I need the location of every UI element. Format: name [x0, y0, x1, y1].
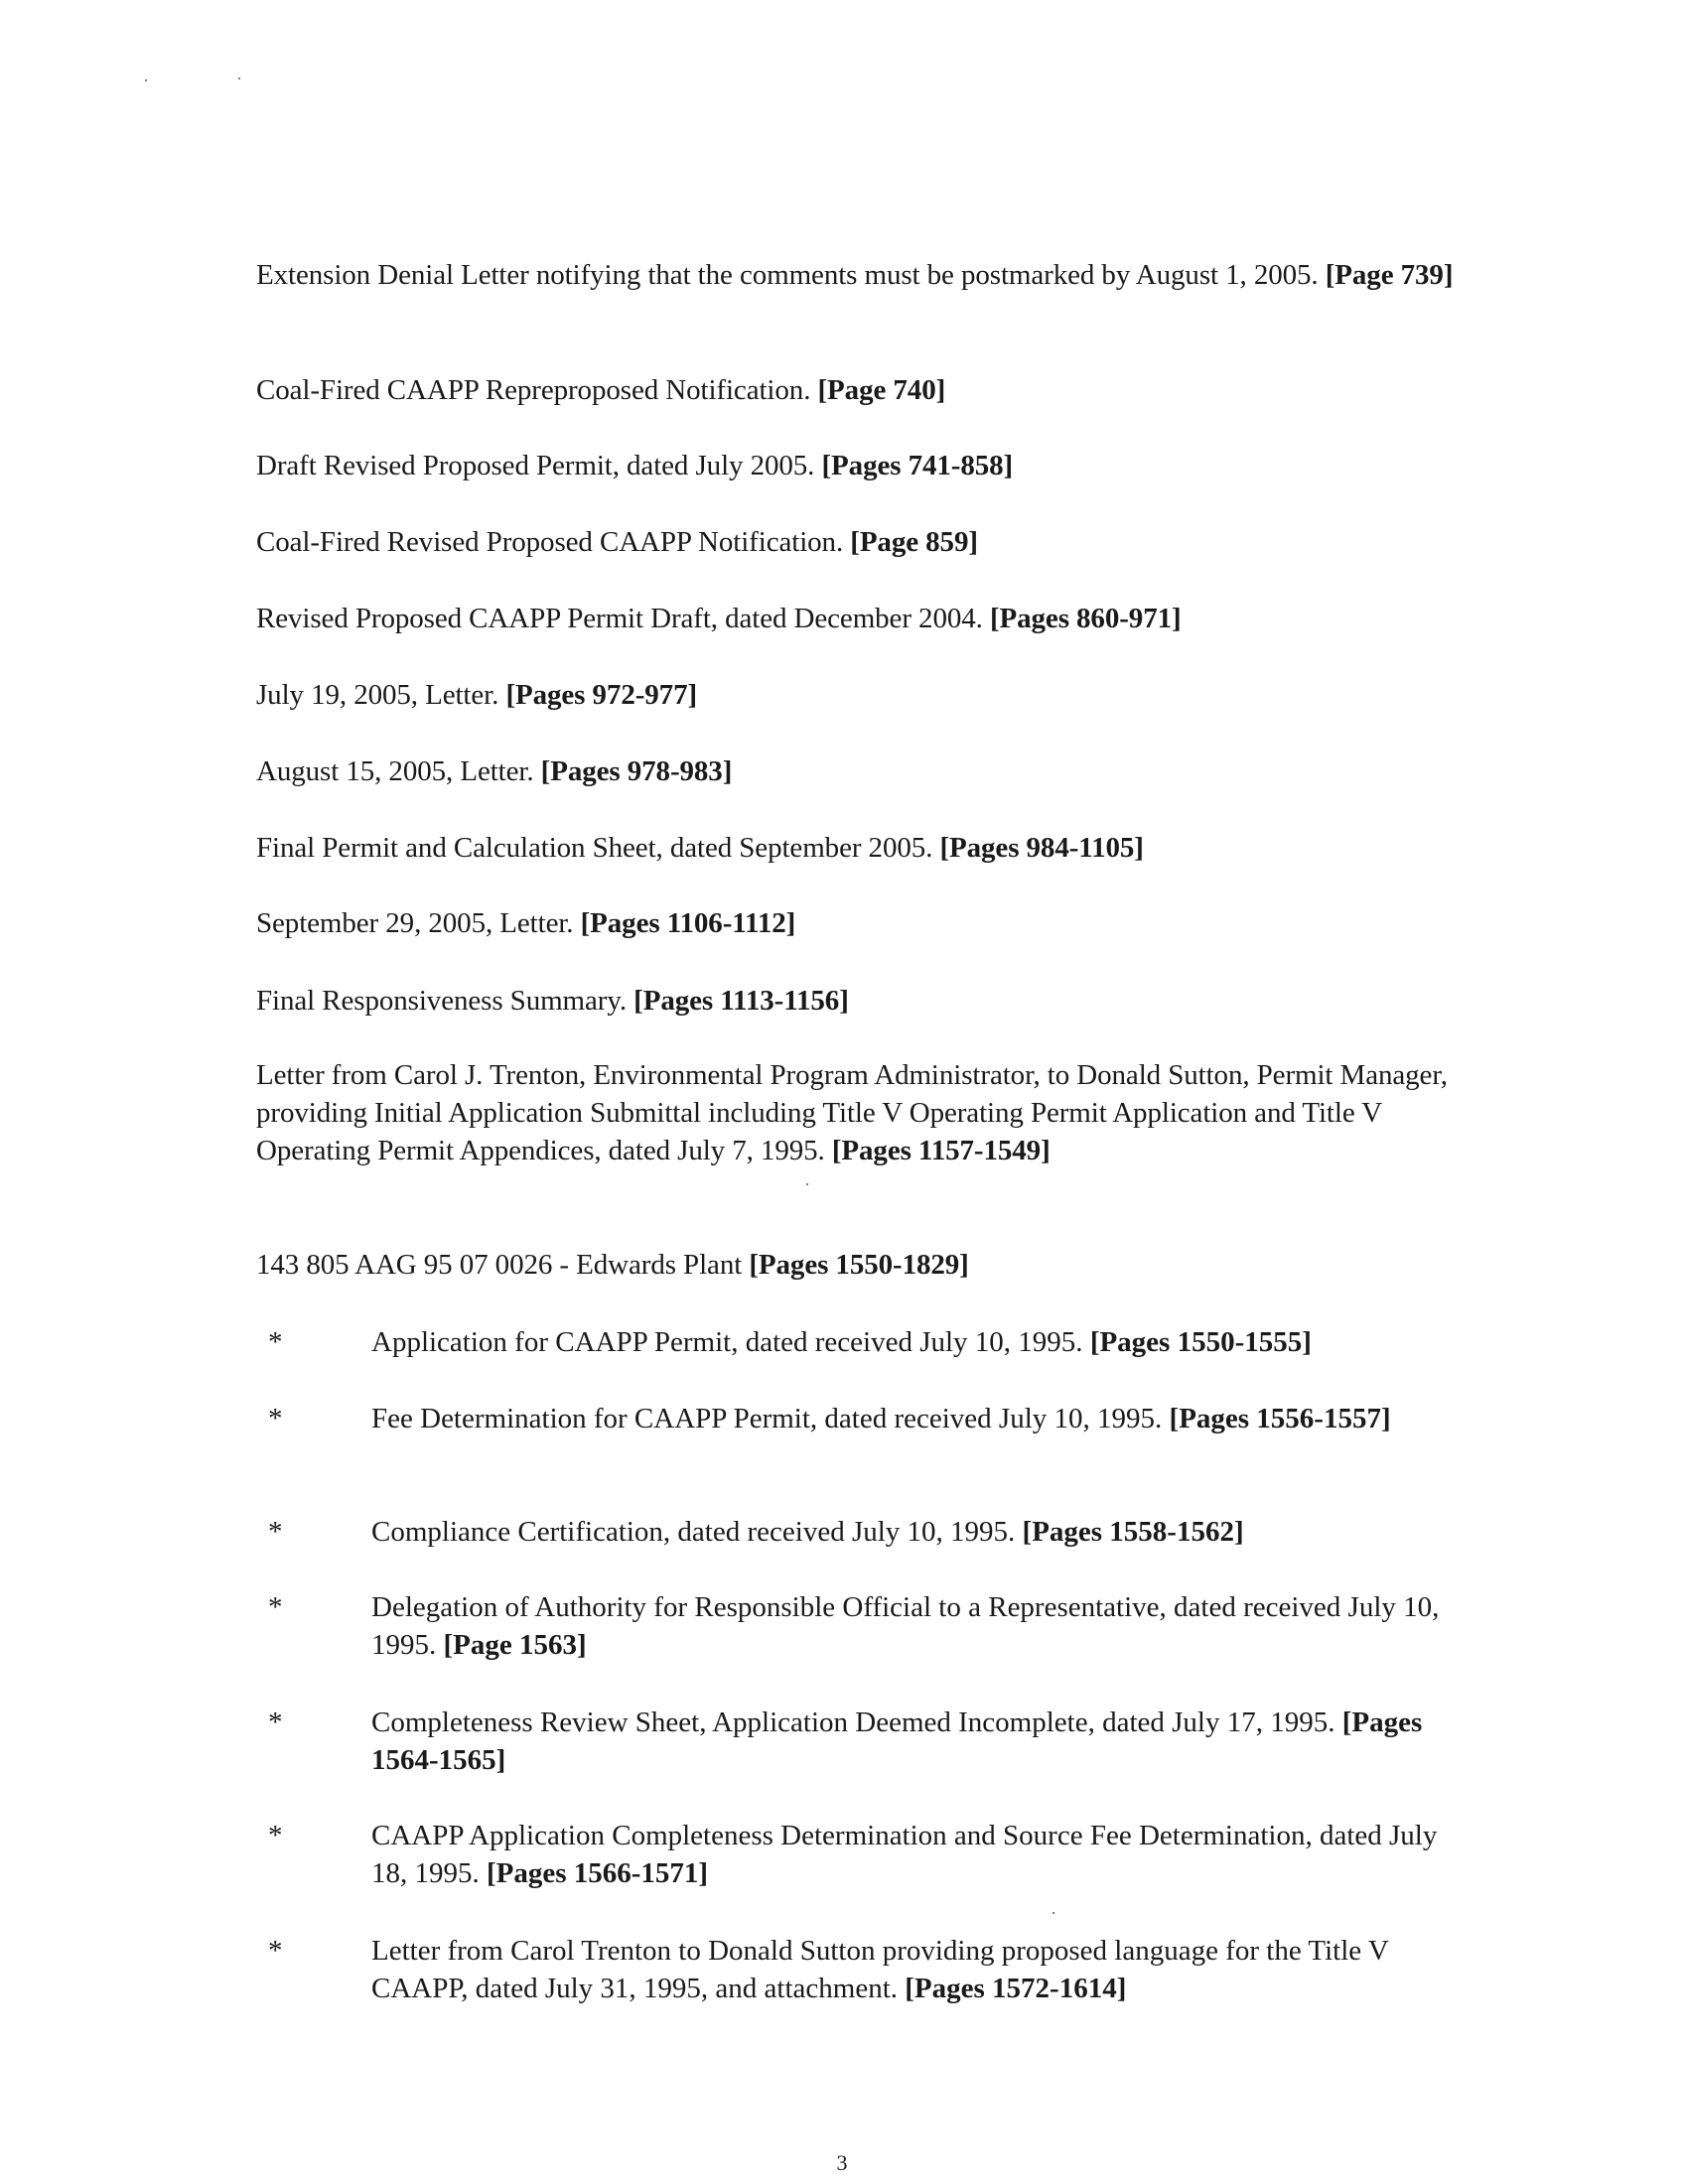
page-reference: [Page 859] — [850, 526, 978, 558]
entry-text: 143 805 AAG 95 07 0026 - Edwards Plant — [256, 1249, 743, 1281]
page-reference: [Pages 1550-1555] — [1089, 1326, 1312, 1358]
sub-entry-text — [371, 1323, 1454, 1361]
record-entry — [256, 982, 1458, 1020]
record-entry — [256, 371, 1458, 409]
page-reference: [Pages 1572-1614] — [905, 1973, 1127, 2004]
entry-text: Extension Denial Letter notifying that the comments must be postmarked by August 1, 2005. — [256, 259, 1319, 291]
entry-text: Draft Revised Proposed Permit, dated July 2005. — [256, 450, 815, 481]
page-number: 3 — [836, 2150, 848, 2175]
page-reference: [Pages 1550-1829] — [749, 1249, 969, 1281]
sub-entry-text — [371, 1817, 1454, 1892]
entry-text: Application for CAAPP Permit, dated received July 10, 1995. — [371, 1326, 1083, 1358]
scan-speck — [1052, 1912, 1054, 1914]
entry-text: Final Responsiveness Summary. — [256, 985, 628, 1017]
record-entry — [256, 676, 1458, 714]
entry-text: Letter from Carol J. Trenton, Environmental Program Administrator, to Donald Sutton, Permit Manager, providing Initial Application Submittal including Title V Operating Permit Application and Title V Operating Permit Appendices, dated July 7, 1995. — [256, 1059, 1448, 1166]
page-reference: [Pages 1556-1557] — [1169, 1403, 1391, 1434]
entry-text: Coal-Fired Revised Proposed CAAPP Notification. — [256, 526, 844, 558]
scan-speck — [806, 1183, 808, 1185]
record-entry — [256, 1246, 1458, 1284]
scan-speck — [238, 77, 240, 79]
entry-text: Delegation of Authority for Responsible Official to a Representative, dated received July 10, 1995. — [371, 1591, 1440, 1661]
page-reference: [Pages 1113-1156] — [633, 985, 849, 1017]
entry-text: Fee Determination for CAAPP Permit, dated received July 10, 1995. — [371, 1403, 1163, 1434]
page-reference: [Page 1563] — [443, 1629, 587, 1661]
entry-text: Letter from Carol Trenton to Donald Sutton providing proposed language for the Title V CAAPP, dated July 31, 1995, and attachment. — [371, 1935, 1389, 2004]
sub-entry-text — [371, 1513, 1454, 1551]
bullet-marker: * — [268, 1516, 283, 1548]
page-reference: [Pages 1566-1571] — [487, 1857, 709, 1889]
page-reference: [Pages 972-977] — [505, 679, 698, 711]
entry-text: Coal-Fired CAAPP Repreproposed Notification. — [256, 374, 811, 406]
entry-text: Compliance Certification, dated received July 10, 1995. — [371, 1516, 1016, 1548]
entry-text: Completeness Review Sheet, Application Deemed Incomplete, dated July 17, 1995. — [371, 1706, 1335, 1738]
record-entry — [256, 829, 1458, 867]
page-reference: [Pages 741-858] — [821, 450, 1014, 481]
page-reference: [Pages 1564-1565] — [371, 1706, 1423, 1776]
bullet-marker: * — [268, 1403, 283, 1434]
page-reference: [Pages 860-971] — [989, 603, 1182, 634]
page-reference: [Page 740] — [817, 374, 946, 406]
record-entry — [256, 523, 1458, 561]
bullet-marker: * — [268, 1820, 283, 1851]
record-entry — [256, 256, 1458, 294]
sub-entry-text — [371, 1932, 1454, 2007]
sub-entry-text — [371, 1400, 1454, 1437]
page-reference: [Page 739] — [1325, 259, 1454, 291]
record-entry — [256, 600, 1458, 637]
entry-text: Final Permit and Calculation Sheet, dated September 2005. — [256, 832, 933, 864]
bullet-marker: * — [268, 1326, 283, 1358]
entry-text: August 15, 2005, Letter. — [256, 755, 534, 787]
page-reference: [Pages 984-1105] — [939, 832, 1144, 864]
record-entry — [256, 447, 1458, 484]
record-entry — [256, 904, 1458, 942]
page-reference: [Pages 978-983] — [540, 755, 733, 787]
bullet-marker: * — [268, 1935, 283, 1967]
scan-speck — [145, 79, 147, 81]
page-reference: [Pages 1157-1549] — [831, 1135, 1051, 1166]
record-entry — [256, 1056, 1458, 1169]
sub-entry-text — [371, 1704, 1454, 1779]
page-reference: [Pages 1558-1562] — [1022, 1516, 1244, 1548]
entry-text: CAAPP Application Completeness Determination and Source Fee Determination, dated July 18, 1995. — [371, 1820, 1438, 1889]
entry-text: July 19, 2005, Letter. — [256, 679, 499, 711]
page-reference: [Pages 1106-1112] — [580, 907, 796, 939]
entry-text: Revised Proposed CAAPP Permit Draft, dated December 2004. — [256, 603, 983, 634]
bullet-marker: * — [268, 1591, 283, 1623]
sub-entry-text — [371, 1588, 1454, 1664]
bullet-marker: * — [268, 1706, 283, 1738]
entry-text: September 29, 2005, Letter. — [256, 907, 574, 939]
record-entry — [256, 752, 1458, 790]
